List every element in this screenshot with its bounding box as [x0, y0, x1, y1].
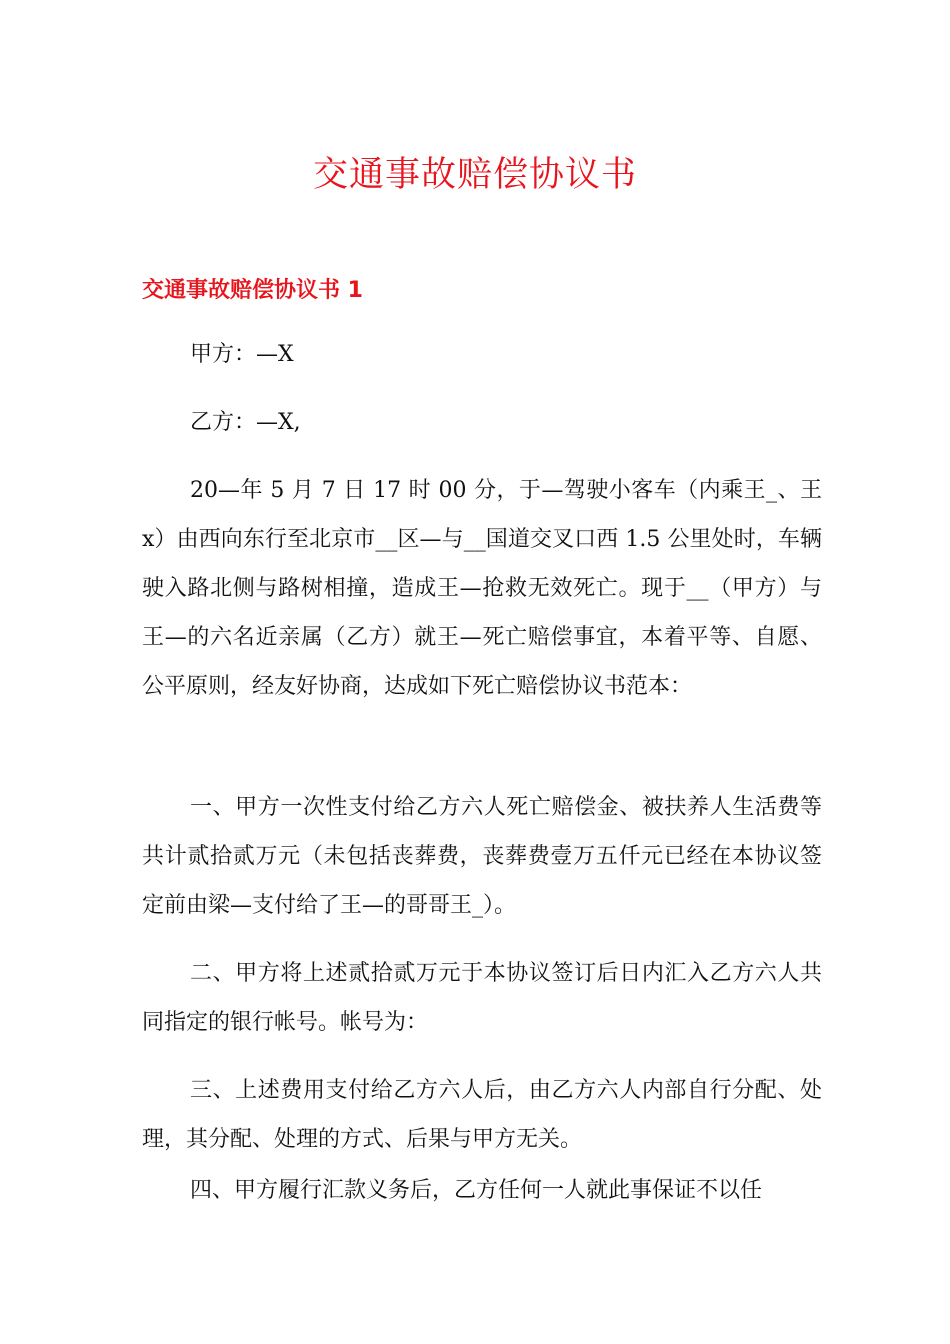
party-b-line: 乙方：—X,: [190, 410, 301, 435]
section-heading: 交通事故赔偿协议书 1: [142, 278, 363, 303]
paragraph-clause-4: 四、甲方履行汇款义务后，乙方任何一人就此事保证不以任: [190, 1178, 763, 1203]
document-title: 交通事故赔偿协议书: [312, 155, 637, 195]
paragraph-incident: 20—年 5 月 7 日 17 时 00 分，于—驾驶小客车（内乘王_、王 x）由西向东行至北京市__区—与__国道交叉口西 1.5 公里处时，车辆驶入路北侧与路树相撞，造成王—抢救无效死亡。现于__（甲方）与王—的六名近亲属（乙方）就王—死亡赔偿事宜，本着平等、自愿、公平原则，经友好协商，达成如下死亡赔偿协议书范本：: [142, 478, 822, 699]
party-a-line: 甲方：—X: [190, 342, 294, 367]
paragraph-clause-1: 一、甲方一次性支付给乙方六人死亡赔偿金、被扶养人生活费等共计贰拾贰万元（未包括丧葬费，丧葬费壹万五仟元已经在本协议签定前由梁—支付给了王—的哥哥王_）。: [142, 795, 822, 918]
paragraph-clause-2: 二、甲方将上述贰拾贰万元于本协议签订后日内汇入乙方六人共同指定的银行帐号。帐号为：: [142, 961, 822, 1035]
paragraph-clause-3: 三、上述费用支付给乙方六人后，由乙方六人内部自行分配、处理，其分配、处理的方式、后果与甲方无关。: [142, 1078, 822, 1152]
